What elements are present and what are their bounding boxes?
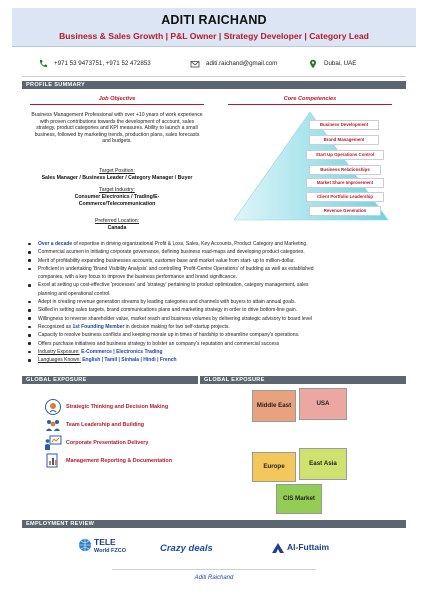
highlight-text: Industry Exposure: [38,348,80,355]
alfuttaim-logo [271,540,337,556]
logo-line2: World FZCO [94,548,126,554]
highlight-item [28,298,412,306]
region-box: Europe [252,452,296,482]
footer-divider [112,569,316,570]
telworld-logo [78,536,140,562]
competency-item: Start Up Operations Control [306,150,384,160]
highlight-text: Merit of profitability expanding businesses accounts, customer base and market value from start- up to million-dollar. [38,257,295,264]
phone-text: +971 53 9473751, +971 52 472853 [54,60,151,67]
email-text: aditi.raichand@gmail.com [206,60,278,67]
footer-signature: Aditi Raichand [194,575,234,581]
competency-item: Business Development [309,120,379,130]
header-divider [22,76,406,77]
target-industry-value: Consumer Electronics / Trading/E-Commerce/Telecommunication [74,194,160,207]
highlight-emphasis: Over a decade [38,241,73,247]
highlight-text: Skilled in setting sales targets, brand communications plans and marketing strategy in order to drive bottom-line gain. [38,307,298,314]
highlight-item [28,306,412,314]
highlight-emphasis: E-Commerce | Electronics Trading [79,348,163,355]
section-profile-summary: PROFILE SUMMARY [22,81,406,89]
highlight-text: Proficient in undertaking 'Brand Visibility Analysis' and controlling 'Profit-Centre Operations' of budding as well as established [38,265,314,272]
region-box: USA [299,388,347,420]
highlight-text: Languages Known: [38,357,81,364]
highlight-text: Commercial acumen in initiating corporate governance, defining business road-maps and developing product categories. [38,249,305,256]
objective-text: Business Management Professional with over +10 years of work experience with proven contributions towards the development of account, sales strategy, product categories and KPI measures. Ability to launch a small business, followed by marketing trends, production plans, sales forecasts and budgets. [31,112,203,145]
section-global-exposure-regions: GLOBAL EXPOSURE [200,376,406,384]
strategy-head-icon [44,398,62,416]
highlight-text: of expertise in driving organizational Profit & Loss, Sales, Key Accounts, Product Category and Marketing. [72,241,308,247]
highlight-item [28,323,412,331]
competency-item: Revenue Generation [309,206,381,216]
core-competencies-heading: Core Competencies [283,96,337,102]
highlight-item [28,348,412,356]
competency-item: Business Relationships [309,165,381,175]
highlight-text: planning and operational control. [38,290,111,297]
highlight-text: Adept in creating revenue generation streams by leading categories and channels with buyers to attain annual goals. [38,299,296,306]
highlight-item [28,281,412,289]
location-pin-icon [308,59,318,69]
email-icon [190,59,200,69]
contact-phone [38,58,151,70]
target-position-label: Target Position: [99,168,135,174]
highlight-text: Capacity to resolve business conflicts and keeping morale up in times of hardship to streamline company's operations. [38,332,300,339]
contact-location [308,58,356,70]
highlight-item [28,331,412,339]
logo-line1: Al-Futtaim [287,542,330,552]
highlight-item [28,248,412,256]
crazydeals-logo: Crazy deals [160,543,213,554]
highlight-item [28,315,412,323]
highlight-item [28,273,412,281]
section-global-exposure-skills: GLOBAL EXPOSURE [22,376,198,384]
target-position-value: Sales Manager / Business Leader / Category Manager / Buyer [41,175,193,181]
global-skill-item: Team Leadership and Building [66,422,145,428]
team-icon [44,416,62,434]
alfuttaim-mark-icon [271,542,285,554]
global-skill-item: Corporate Presentation Delivery [66,440,149,446]
candidate-tagline: Business & Sales Growth | P&L Owner | Strategy Developer | Category Lead [59,31,369,41]
highlight-emphasis: English | Tamil | Sinhala | Hindi | French [80,357,177,364]
highlight-item [28,265,412,273]
job-objective-underline [30,104,204,105]
highlight-item [28,240,412,248]
global-skill-item: Strategic Thinking and Decision Making [66,404,169,410]
candidate-name: ADITI RAICHAND [161,13,267,27]
section-employment-review: EMPLOYMENT REVIEW [22,520,406,528]
logo-line1: TELE [94,537,116,547]
region-box: Middle East [252,390,296,422]
preferred-location-value: Canada [107,225,127,231]
region-box: East Asia [299,448,347,480]
phone-icon [38,59,48,69]
highlight-emphasis: 1st Founding Member [72,323,125,330]
core-competencies-underline [228,104,392,105]
globe-icon [78,538,92,552]
highlight-text: Excel at setting up cost-effective 'processes' and 'strategy' pertaining to product optimization, category management, sales [38,282,309,289]
region-box: CIS Market [276,484,322,514]
preferred-location-label: Preferred Location: [94,218,140,224]
highlight-text: Recognized as [38,323,73,330]
highlight-item [28,290,412,298]
global-skill-item: Management Reporting & Documentation [66,458,173,464]
highlight-text: companies, with a key focus to improve the business performance and brand significance. [38,274,237,281]
highlight-text: in decision making for two self-startup projects. [124,323,230,330]
contact-email [190,58,277,70]
highlight-item [28,356,412,364]
highlight-item [28,340,412,348]
highlight-text: Willingness to reverse shareholder value, market reach and business volumes by delivering strategic advisory to board level [38,315,313,322]
location-text: Dubai, UAE [324,60,357,67]
target-industry-label: Target Industry: [99,187,135,193]
job-objective-heading: Job Objective [98,96,136,102]
highlight-text: Offers purchase initiatives and business strategy to bolster an company's reputation and commercial success [38,340,280,347]
highlights-list [28,240,412,364]
competency-item: Market Share Improvement [306,178,384,188]
competency-item: Client Portfolio Leadership [306,192,384,202]
highlight-item [28,257,412,265]
presentation-icon [44,434,62,452]
competency-item: Brand Management [309,135,379,145]
report-icon [44,452,62,470]
